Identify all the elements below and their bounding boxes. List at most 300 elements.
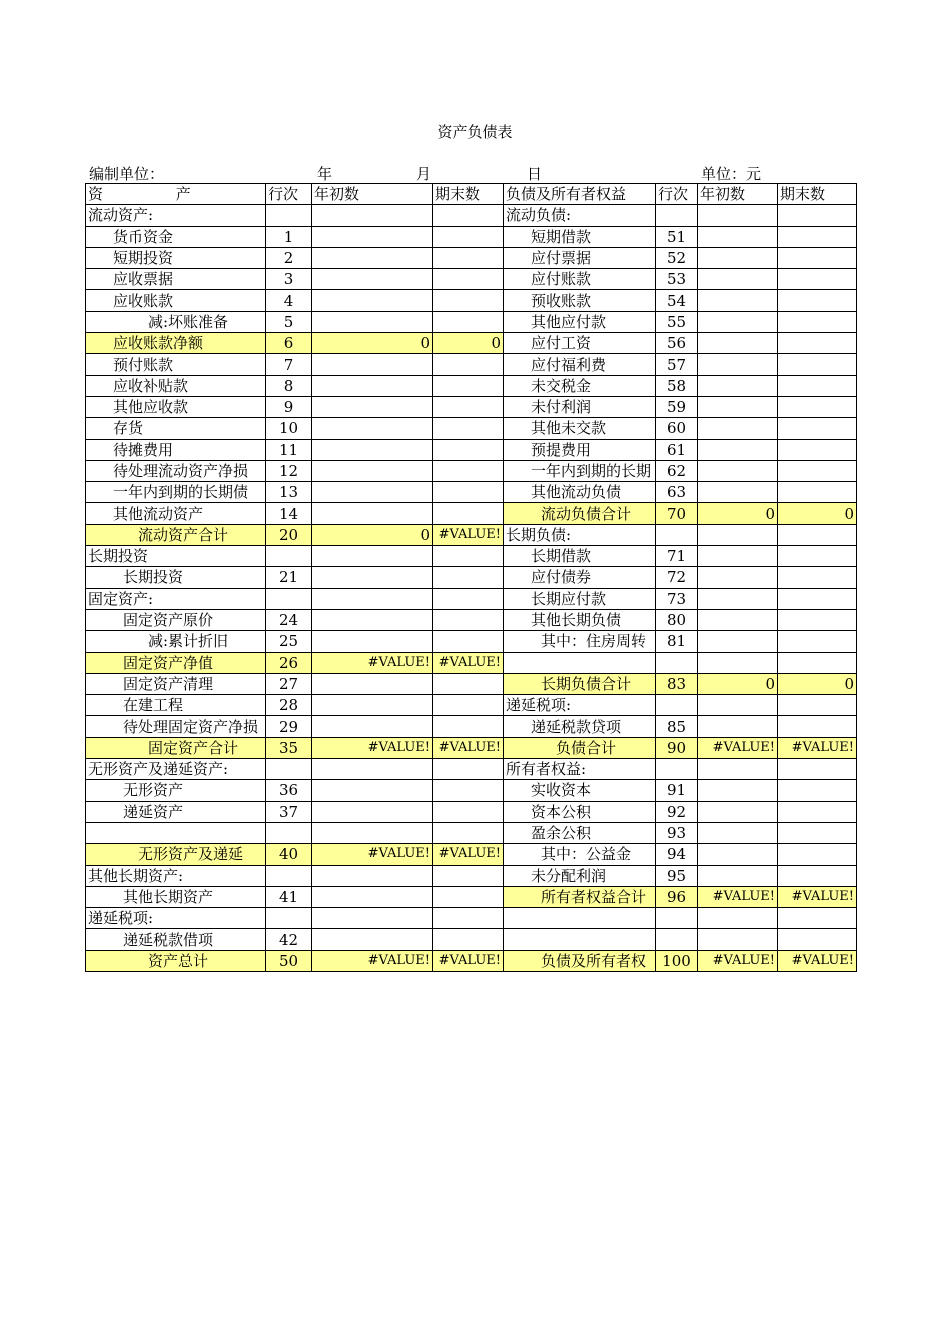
table-row xyxy=(86,482,857,503)
liability-end xyxy=(778,908,857,929)
liability-row-no: 80 xyxy=(656,609,698,630)
asset-end xyxy=(433,716,504,737)
asset-begin xyxy=(312,865,433,886)
liability-end xyxy=(778,780,857,801)
liability-begin: #VALUE! xyxy=(698,950,778,971)
table-row xyxy=(86,759,857,780)
asset-end xyxy=(433,396,504,417)
asset-row-no: 29 xyxy=(266,716,312,737)
liability-row-no: 60 xyxy=(656,418,698,439)
asset-end xyxy=(433,354,504,375)
liability-end xyxy=(778,929,857,950)
liability-item: 所有者权益: xyxy=(504,759,656,780)
liability-item: 递延税项: xyxy=(504,695,656,716)
liability-item: 其他未交款 xyxy=(504,418,656,439)
asset-row-no: 8 xyxy=(266,375,312,396)
liability-end xyxy=(778,822,857,843)
liability-row-no: 55 xyxy=(656,311,698,332)
asset-row-no: 9 xyxy=(266,396,312,417)
table-row xyxy=(86,652,857,673)
asset-row-no: 28 xyxy=(266,695,312,716)
asset-begin: #VALUE! xyxy=(312,652,433,673)
liability-row-no: 57 xyxy=(656,354,698,375)
asset-end: #VALUE! xyxy=(433,737,504,758)
liability-end xyxy=(778,801,857,822)
asset-item: 固定资产合计 xyxy=(86,737,266,758)
asset-begin: #VALUE! xyxy=(312,844,433,865)
asset-begin xyxy=(312,247,433,268)
liability-end xyxy=(778,375,857,396)
liability-item: 预提费用 xyxy=(504,439,656,460)
liability-end xyxy=(778,269,857,290)
liability-row-no: 63 xyxy=(656,482,698,503)
liability-end xyxy=(778,695,857,716)
liability-begin: #VALUE! xyxy=(698,737,778,758)
liability-row-no: 61 xyxy=(656,439,698,460)
asset-item: 应收票据 xyxy=(86,269,266,290)
asset-begin xyxy=(312,631,433,652)
liability-begin xyxy=(698,396,778,417)
asset-item: 长期投资 xyxy=(86,567,266,588)
liability-row-no: 72 xyxy=(656,567,698,588)
liability-begin xyxy=(698,482,778,503)
asset-begin xyxy=(312,269,433,290)
asset-row-no: 2 xyxy=(266,247,312,268)
asset-item: 其他长期资产 xyxy=(86,886,266,907)
table-row xyxy=(86,247,857,268)
asset-begin xyxy=(312,780,433,801)
asset-end xyxy=(433,482,504,503)
asset-item: 应收账款 xyxy=(86,290,266,311)
liability-begin xyxy=(698,439,778,460)
asset-row-no: 35 xyxy=(266,737,312,758)
liability-item: 其中：公益金 xyxy=(504,844,656,865)
liability-row-no: 54 xyxy=(656,290,698,311)
liability-begin xyxy=(698,567,778,588)
liability-begin xyxy=(698,290,778,311)
liability-begin xyxy=(698,822,778,843)
liability-row-no: 94 xyxy=(656,844,698,865)
asset-item: 其他长期资产: xyxy=(86,865,266,886)
table-row xyxy=(86,418,857,439)
liability-row-no: 81 xyxy=(656,631,698,652)
asset-end xyxy=(433,205,504,226)
table-row xyxy=(86,290,857,311)
liability-begin xyxy=(698,524,778,545)
asset-item: 短期投资 xyxy=(86,247,266,268)
asset-begin xyxy=(312,311,433,332)
col-assets-b: 产 xyxy=(175,185,191,204)
table-row xyxy=(86,950,857,971)
asset-end xyxy=(433,865,504,886)
col-end: 期末数 xyxy=(433,184,504,205)
asset-end xyxy=(433,609,504,630)
table-row xyxy=(86,205,857,226)
liability-end: #VALUE! xyxy=(778,886,857,907)
col-begin-2: 年初数 xyxy=(698,184,778,205)
table-row xyxy=(86,929,857,950)
asset-row-no: 14 xyxy=(266,503,312,524)
asset-item: 货币资金 xyxy=(86,226,266,247)
liability-item: 负债及所有者权 xyxy=(504,950,656,971)
liability-begin xyxy=(698,716,778,737)
asset-end xyxy=(433,631,504,652)
liability-item: 应付票据 xyxy=(504,247,656,268)
col-row-no-2: 行次 xyxy=(656,184,698,205)
asset-end xyxy=(433,460,504,481)
liability-item: 应付账款 xyxy=(504,269,656,290)
asset-row-no: 50 xyxy=(266,950,312,971)
liability-end xyxy=(778,524,857,545)
table-row xyxy=(86,737,857,758)
asset-item: 其他应收款 xyxy=(86,396,266,417)
table-row xyxy=(86,524,857,545)
asset-item: 资产总计 xyxy=(86,950,266,971)
table-row xyxy=(86,631,857,652)
asset-end xyxy=(433,247,504,268)
liability-item: 未分配利润 xyxy=(504,865,656,886)
liability-begin xyxy=(698,929,778,950)
asset-end xyxy=(433,439,504,460)
liability-end xyxy=(778,609,857,630)
asset-row-no xyxy=(266,588,312,609)
liability-end xyxy=(778,205,857,226)
liability-begin xyxy=(698,695,778,716)
liability-end xyxy=(778,652,857,673)
asset-item: 应收账款净额 xyxy=(86,333,266,354)
liability-row-no xyxy=(656,652,698,673)
liability-begin xyxy=(698,546,778,567)
liability-row-no: 96 xyxy=(656,886,698,907)
table-row xyxy=(86,844,857,865)
asset-row-no xyxy=(266,759,312,780)
liability-row-no: 92 xyxy=(656,801,698,822)
liability-begin xyxy=(698,226,778,247)
asset-begin xyxy=(312,609,433,630)
table-row xyxy=(86,354,857,375)
asset-item: 应收补贴款 xyxy=(86,375,266,396)
liability-item: 递延税款贷项 xyxy=(504,716,656,737)
asset-begin: #VALUE! xyxy=(312,950,433,971)
balance-sheet-table xyxy=(85,183,857,972)
liability-begin xyxy=(698,205,778,226)
asset-item: 递延税款借项 xyxy=(86,929,266,950)
liability-begin xyxy=(698,247,778,268)
liability-row-no xyxy=(656,908,698,929)
asset-row-no: 12 xyxy=(266,460,312,481)
liability-begin xyxy=(698,333,778,354)
asset-row-no xyxy=(266,205,312,226)
liability-item: 未付利润 xyxy=(504,396,656,417)
liability-row-no xyxy=(656,524,698,545)
liability-row-no: 52 xyxy=(656,247,698,268)
asset-end xyxy=(433,929,504,950)
liability-item: 应付债券 xyxy=(504,567,656,588)
asset-row-no: 41 xyxy=(266,886,312,907)
asset-begin xyxy=(312,375,433,396)
table-row xyxy=(86,311,857,332)
table-row xyxy=(86,269,857,290)
asset-begin: 0 xyxy=(312,524,433,545)
table-row xyxy=(86,439,857,460)
asset-begin xyxy=(312,759,433,780)
liability-begin xyxy=(698,609,778,630)
col-liabilities: 负债及所有者权益 xyxy=(504,184,656,205)
asset-row-no: 5 xyxy=(266,311,312,332)
asset-end xyxy=(433,567,504,588)
asset-end xyxy=(433,695,504,716)
liability-item xyxy=(504,652,656,673)
asset-row-no: 10 xyxy=(266,418,312,439)
asset-item: 无形资产及递延资产: xyxy=(86,759,266,780)
asset-row-no: 36 xyxy=(266,780,312,801)
liability-begin: 0 xyxy=(698,503,778,524)
liability-row-no xyxy=(656,695,698,716)
liability-row-no: 58 xyxy=(656,375,698,396)
asset-item: 固定资产: xyxy=(86,588,266,609)
liability-end xyxy=(778,844,857,865)
asset-begin xyxy=(312,354,433,375)
liability-item: 其他流动负债 xyxy=(504,482,656,503)
asset-item: 待摊费用 xyxy=(86,439,266,460)
liability-row-no: 90 xyxy=(656,737,698,758)
liability-row-no xyxy=(656,205,698,226)
asset-row-no: 7 xyxy=(266,354,312,375)
asset-row-no: 37 xyxy=(266,801,312,822)
currency-label: 单位：元 xyxy=(701,165,762,183)
liability-row-no: 73 xyxy=(656,588,698,609)
asset-item: 无形资产及递延 xyxy=(86,844,266,865)
asset-end xyxy=(433,588,504,609)
asset-item: 减:累计折旧 xyxy=(86,631,266,652)
table-row xyxy=(86,567,857,588)
liability-begin xyxy=(698,375,778,396)
table-row xyxy=(86,908,857,929)
asset-item: 其他流动资产 xyxy=(86,503,266,524)
liability-end xyxy=(778,247,857,268)
liability-end xyxy=(778,865,857,886)
table-row xyxy=(86,460,857,481)
liability-row-no: 62 xyxy=(656,460,698,481)
asset-row-no: 25 xyxy=(266,631,312,652)
asset-end xyxy=(433,290,504,311)
liability-item: 未交税金 xyxy=(504,375,656,396)
liability-row-no xyxy=(656,759,698,780)
liability-end xyxy=(778,759,857,780)
month-label: 月 xyxy=(416,165,432,183)
liability-end: #VALUE! xyxy=(778,950,857,971)
liability-item: 一年内到期的长期 xyxy=(504,460,656,481)
asset-row-no: 27 xyxy=(266,673,312,694)
liability-begin xyxy=(698,801,778,822)
asset-row-no: 4 xyxy=(266,290,312,311)
asset-row-no: 24 xyxy=(266,609,312,630)
liability-item: 短期借款 xyxy=(504,226,656,247)
asset-end: #VALUE! xyxy=(433,524,504,545)
liability-item xyxy=(504,929,656,950)
liability-row-no xyxy=(656,929,698,950)
liability-begin xyxy=(698,844,778,865)
asset-begin xyxy=(312,929,433,950)
asset-begin xyxy=(312,801,433,822)
liability-end xyxy=(778,226,857,247)
liability-row-no: 91 xyxy=(656,780,698,801)
liability-row-no: 53 xyxy=(656,269,698,290)
liability-item: 流动负债合计 xyxy=(504,503,656,524)
asset-begin xyxy=(312,396,433,417)
table-row xyxy=(86,716,857,737)
liability-begin xyxy=(698,269,778,290)
asset-item: 固定资产原价 xyxy=(86,609,266,630)
liability-row-no: 51 xyxy=(656,226,698,247)
liability-item: 所有者权益合计 xyxy=(504,886,656,907)
liability-end: 0 xyxy=(778,503,857,524)
asset-begin xyxy=(312,546,433,567)
asset-row-no xyxy=(266,822,312,843)
table-row xyxy=(86,673,857,694)
asset-begin xyxy=(312,567,433,588)
table-row xyxy=(86,226,857,247)
asset-item: 一年内到期的长期债 xyxy=(86,482,266,503)
liability-end xyxy=(778,460,857,481)
asset-item: 固定资产清理 xyxy=(86,673,266,694)
liability-row-no: 59 xyxy=(656,396,698,417)
asset-row-no xyxy=(266,908,312,929)
asset-begin xyxy=(312,588,433,609)
liability-item: 盈余公积 xyxy=(504,822,656,843)
liability-end: 0 xyxy=(778,673,857,694)
liability-begin xyxy=(698,652,778,673)
liability-item xyxy=(504,908,656,929)
asset-item: 待处理流动资产净损 xyxy=(86,460,266,481)
asset-end: 0 xyxy=(433,333,504,354)
asset-row-no: 11 xyxy=(266,439,312,460)
liability-end xyxy=(778,588,857,609)
asset-end xyxy=(433,311,504,332)
asset-item: 预付账款 xyxy=(86,354,266,375)
col-begin: 年初数 xyxy=(312,184,433,205)
asset-begin xyxy=(312,460,433,481)
asset-end xyxy=(433,673,504,694)
asset-begin: 0 xyxy=(312,333,433,354)
liability-row-no: 93 xyxy=(656,822,698,843)
liability-begin: 0 xyxy=(698,673,778,694)
asset-item: 存货 xyxy=(86,418,266,439)
asset-end xyxy=(433,375,504,396)
asset-item: 长期投资 xyxy=(86,546,266,567)
table-row xyxy=(86,609,857,630)
liability-end xyxy=(778,567,857,588)
liability-end xyxy=(778,439,857,460)
liability-end xyxy=(778,546,857,567)
liability-begin xyxy=(698,908,778,929)
asset-item: 减:坏账准备 xyxy=(86,311,266,332)
asset-end: #VALUE! xyxy=(433,844,504,865)
liability-begin xyxy=(698,418,778,439)
table-row xyxy=(86,333,857,354)
asset-begin xyxy=(312,886,433,907)
asset-end xyxy=(433,822,504,843)
asset-end xyxy=(433,908,504,929)
liability-row-no: 85 xyxy=(656,716,698,737)
liability-end: #VALUE! xyxy=(778,737,857,758)
liability-begin: #VALUE! xyxy=(698,886,778,907)
asset-item: 在建工程 xyxy=(86,695,266,716)
asset-begin xyxy=(312,482,433,503)
asset-end xyxy=(433,546,504,567)
liability-begin xyxy=(698,311,778,332)
asset-row-no: 6 xyxy=(266,333,312,354)
asset-row-no xyxy=(266,546,312,567)
asset-begin: #VALUE! xyxy=(312,737,433,758)
asset-row-no: 1 xyxy=(266,226,312,247)
liability-row-no: 100 xyxy=(656,950,698,971)
asset-row-no: 40 xyxy=(266,844,312,865)
asset-begin xyxy=(312,503,433,524)
asset-end xyxy=(433,886,504,907)
liability-begin xyxy=(698,588,778,609)
liability-end xyxy=(778,482,857,503)
asset-begin xyxy=(312,205,433,226)
asset-row-no: 13 xyxy=(266,482,312,503)
asset-item: 流动资产合计 xyxy=(86,524,266,545)
liability-item: 应付工资 xyxy=(504,333,656,354)
liability-item: 长期负债: xyxy=(504,524,656,545)
table-row xyxy=(86,503,857,524)
asset-end xyxy=(433,801,504,822)
liability-row-no: 83 xyxy=(656,673,698,694)
liability-begin xyxy=(698,460,778,481)
liability-begin xyxy=(698,865,778,886)
liability-end xyxy=(778,290,857,311)
asset-item xyxy=(86,822,266,843)
asset-row-no: 3 xyxy=(266,269,312,290)
liability-end xyxy=(778,354,857,375)
asset-begin xyxy=(312,695,433,716)
liability-begin xyxy=(698,759,778,780)
liability-begin xyxy=(698,780,778,801)
asset-end: #VALUE! xyxy=(433,950,504,971)
asset-item: 递延资产 xyxy=(86,801,266,822)
asset-end xyxy=(433,780,504,801)
asset-begin xyxy=(312,673,433,694)
liability-end xyxy=(778,418,857,439)
liability-end xyxy=(778,396,857,417)
liability-end xyxy=(778,311,857,332)
liability-row-no: 95 xyxy=(656,865,698,886)
asset-begin xyxy=(312,716,433,737)
asset-begin xyxy=(312,822,433,843)
asset-end xyxy=(433,418,504,439)
liability-begin xyxy=(698,631,778,652)
table-row xyxy=(86,396,857,417)
liability-begin xyxy=(698,354,778,375)
liability-item: 实收资本 xyxy=(504,780,656,801)
unit-label: 编制单位： xyxy=(89,165,165,183)
liability-row-no: 70 xyxy=(656,503,698,524)
asset-begin xyxy=(312,226,433,247)
liability-item: 其他长期负债 xyxy=(504,609,656,630)
asset-row-no: 26 xyxy=(266,652,312,673)
asset-item: 流动资产: xyxy=(86,205,266,226)
asset-row-no xyxy=(266,865,312,886)
liability-row-no: 56 xyxy=(656,333,698,354)
asset-row-no: 42 xyxy=(266,929,312,950)
asset-row-no: 20 xyxy=(266,524,312,545)
page-title: 资产负债表 xyxy=(437,123,513,141)
asset-begin xyxy=(312,908,433,929)
liability-item: 其中：住房周转 xyxy=(504,631,656,652)
